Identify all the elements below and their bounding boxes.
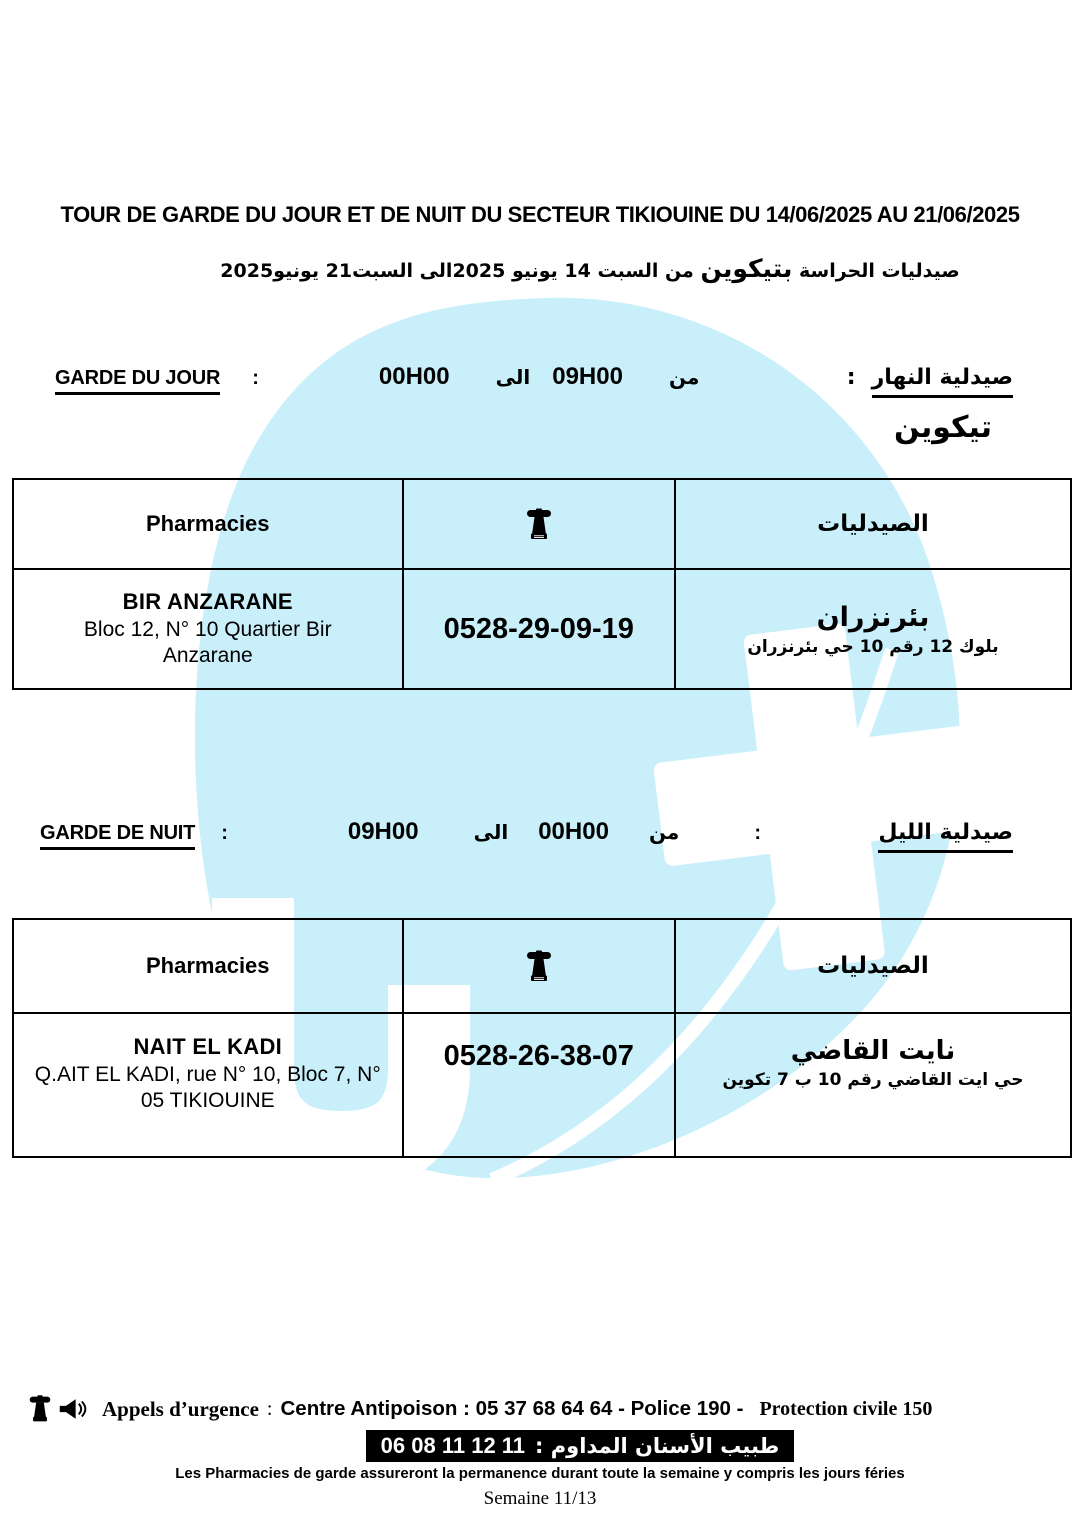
permanence-note: Les Pharmacies de garde assureront la permanence durant toute la semaine y compris les jours féries bbox=[175, 1465, 905, 1482]
pharmacy-address: Q.AIT EL KADI, rue N° 10, Bloc 7, N° 05 TIKIOUINE bbox=[34, 1063, 381, 1113]
megaphone-icon bbox=[58, 1397, 88, 1421]
night-guard-label-ar-group bbox=[878, 820, 1013, 853]
emergency-numbers: Centre Antipoison : 05 37 68 64 64 - Police 190 - bbox=[280, 1397, 744, 1420]
emergency-label: Appels d’urgence bbox=[102, 1396, 259, 1421]
day-guard-label-ar-group bbox=[847, 365, 1013, 398]
night-guard-label-fr: GARDE DE NUIT bbox=[40, 822, 195, 850]
page-subtitle-arabic bbox=[140, 254, 1040, 283]
day-pharmacy-table bbox=[12, 478, 1072, 690]
emergency-numbers-line bbox=[28, 1395, 1058, 1423]
black-telephone-icon bbox=[525, 508, 553, 541]
day-pharmacy-name-cell bbox=[14, 570, 402, 688]
night-pharmacy-name-cell bbox=[14, 1014, 402, 1156]
night-header-pharmacies-ar: الصيدليات bbox=[674, 920, 1070, 1012]
day-table-row bbox=[14, 570, 1070, 688]
night-guard-line bbox=[40, 818, 1013, 853]
day-header-pharmacies-ar: الصيدليات bbox=[674, 480, 1070, 568]
dentist-on-duty-bar bbox=[366, 1430, 794, 1462]
day-guard-word-to: الى bbox=[495, 365, 531, 389]
pharmacy-phone-number: 0528-29-09-19 bbox=[443, 612, 634, 645]
week-counter: Semaine 11/13 bbox=[483, 1488, 597, 1509]
night-guard-word-to: الى bbox=[473, 820, 509, 844]
day-guard-ar-colon: : bbox=[846, 365, 856, 390]
night-guard-time-end: 09H00 bbox=[347, 818, 419, 845]
day-header-pharmacies: Pharmacies bbox=[146, 511, 270, 536]
emergency-colon: : bbox=[266, 1397, 273, 1420]
pharmacy-address: Bloc 12, N° 10 Quartier Bir Anzarane bbox=[83, 617, 332, 667]
dentist-label-ar: طبيب الأسنان المداوم : bbox=[535, 1434, 780, 1458]
dentist-phone-number: 06 08 11 12 11 bbox=[380, 1433, 526, 1458]
night-header-pharmacies: Pharmacies bbox=[146, 953, 270, 978]
day-guard-label-ar: صيدلية النهار bbox=[872, 365, 1013, 398]
civil-protection-number: Protection civile 150 bbox=[759, 1397, 933, 1420]
night-guard-label-ar: صيدلية الليل bbox=[878, 820, 1013, 853]
black-telephone-icon bbox=[525, 950, 553, 983]
night-pharmacy-phone-cell bbox=[402, 1014, 674, 1156]
night-header-phone bbox=[402, 920, 674, 1012]
night-guard-colon: : bbox=[221, 822, 228, 844]
sector-name-arabic: تيكوين bbox=[893, 410, 992, 445]
day-pharmacy-phone-cell bbox=[402, 570, 674, 688]
night-guard-word-from: من bbox=[648, 820, 680, 844]
pharmacy-name-ar: بئرنزران bbox=[816, 601, 930, 633]
black-telephone-icon bbox=[28, 1395, 52, 1423]
night-table-row bbox=[14, 1014, 1070, 1156]
night-pharmacy-table bbox=[12, 918, 1072, 1158]
day-guard-line bbox=[55, 363, 1013, 398]
day-pharmacy-name-ar-cell bbox=[674, 570, 1070, 688]
pharmacy-name: NAIT EL KADI bbox=[133, 1034, 283, 1059]
night-pharmacy-name-ar-cell bbox=[674, 1014, 1070, 1156]
night-guard-time-start: 00H00 bbox=[538, 818, 609, 845]
night-guard-mid-colon: : bbox=[754, 822, 761, 844]
pharmacy-address-ar: حي ايت القاضي رقم 10 ب 7 تكوين bbox=[722, 1070, 1024, 1090]
subtitle-part-2: من السبت 14 يونيو 2025الى السبت21 يونيو2025 bbox=[220, 260, 694, 282]
day-guard-time-end: 00H00 bbox=[378, 363, 450, 390]
page-title: TOUR DE GARDE DU JOUR ET DE NUIT DU SECTEUR TIKIOUINE DU 14/06/2025 AU 21/06/2025 bbox=[60, 202, 1020, 227]
day-table-header-row bbox=[14, 480, 1070, 570]
night-table-header-row bbox=[14, 920, 1070, 1014]
pharmacy-name: BIR ANZARANE bbox=[122, 588, 293, 614]
subtitle-sector-word: بتيكوين bbox=[700, 254, 793, 283]
day-guard-time-start: 09H00 bbox=[552, 363, 623, 390]
day-guard-colon: : bbox=[252, 367, 259, 389]
pharmacy-phone-number: 0528-26-38-07 bbox=[443, 1040, 634, 1072]
pharmacy-name-ar: نايت القاضي bbox=[790, 1036, 956, 1066]
pharmacy-address-ar: بلوك 12 رقم 10 حي بئرنزران bbox=[747, 636, 999, 657]
subtitle-part-1: صيدليات الحراسة bbox=[798, 260, 960, 282]
day-guard-word-from: من bbox=[668, 365, 700, 389]
day-header-phone bbox=[402, 480, 674, 568]
day-guard-label-fr: GARDE DU JOUR bbox=[55, 367, 220, 395]
